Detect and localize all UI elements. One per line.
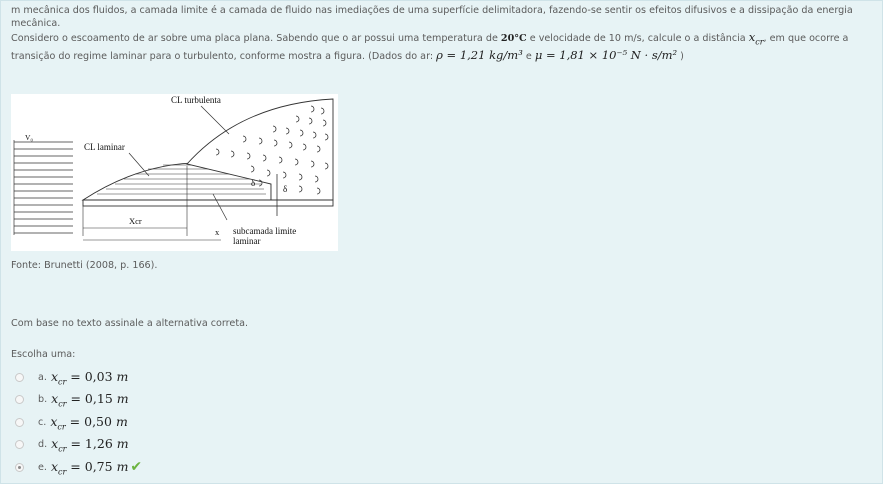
question-intro: m mecânica dos fluidos, a camada limite é a camada de fluido nas imediações de uma superfície delimitadora, fazendo-se sentir os efeitos difusivos e a dissipação da energia mecânica. (11, 5, 853, 29)
question-body-part: ) (677, 50, 684, 62)
velocity-arrows (14, 142, 73, 233)
option-b[interactable] (11, 389, 142, 412)
option-unit: m (116, 368, 129, 384)
choose-label: Escolha uma: (11, 349, 76, 360)
option-letter: b. (38, 394, 48, 406)
option-symbol: x (51, 436, 59, 451)
option-value (51, 369, 128, 387)
option-unit: m (115, 413, 128, 429)
mu-value: μ = 1,81 × 10⁻⁵ N · s/m² (534, 47, 678, 62)
xcr-symbol: $x_{cr}$ (748, 29, 764, 46)
label-laminar: CL laminar (84, 142, 125, 152)
option-number: = 0,75 (66, 458, 117, 474)
option-c[interactable] (11, 411, 142, 434)
radio-button[interactable] (15, 440, 24, 449)
turbulent-pointer (201, 106, 229, 134)
option-letter: c. (38, 416, 47, 428)
option-value (51, 436, 128, 454)
flat-plate (83, 200, 333, 206)
correct-check-icon: ✔ (130, 459, 143, 476)
option-unit: m (116, 391, 129, 406)
option-symbol: x (50, 413, 58, 429)
option-symbol: x (50, 368, 58, 384)
boundary-layer-diagram (11, 94, 338, 251)
option-unit: m (116, 458, 129, 474)
option-value (50, 414, 127, 432)
option-symbol-subscript: cr (57, 422, 66, 431)
option-unit: m (116, 436, 129, 451)
delta-label-2: δ (283, 184, 288, 194)
question-body (11, 31, 873, 64)
rho-value: ρ = 1,21 kg/m³ (436, 47, 523, 62)
option-value (51, 391, 128, 409)
boundary-layer-figure (11, 94, 338, 251)
label-sublayer-2: laminar (233, 236, 261, 246)
option-e[interactable] (11, 456, 142, 479)
question-body-part: e (522, 50, 535, 62)
option-symbol-subscript: cr (58, 399, 67, 409)
option-symbol-subscript: cr (58, 444, 67, 454)
option-symbol: x (51, 391, 59, 406)
label-sublayer-1: subcamada limite (233, 226, 297, 236)
option-number: = 0,03 (66, 368, 117, 384)
radio-button[interactable] (15, 395, 24, 404)
option-symbol-subscript: cr (58, 467, 67, 476)
option-number: = 0,15 (66, 391, 117, 406)
option-symbol-subscript: cr (58, 377, 67, 386)
question-body-part: Considero o escoamento de ar sobre uma placa plana. Sabendo que o ar possui uma temperatura de (11, 32, 501, 44)
option-number: = 1,26 (66, 436, 117, 451)
option-symbol: x (50, 458, 59, 474)
option-d[interactable] (11, 434, 142, 457)
option-a[interactable] (11, 366, 142, 389)
question-body-part: e velocidade de 10 m/s, calcule o a distância (526, 32, 749, 44)
label-turbulent: CL turbulenta (171, 95, 221, 105)
option-letter: e. (38, 461, 47, 473)
option-number: = 0,50 (65, 413, 116, 429)
option-letter: d. (38, 439, 48, 451)
radio-button[interactable] (15, 373, 24, 382)
instruction-text: Com base no texto assinale a alternativa correta. (11, 318, 249, 329)
radio-button[interactable] (15, 418, 24, 427)
delta-label-1: δ (251, 178, 256, 188)
question-body-part: , em que ocorre a transição do regime laminar para o turbulento, conforme mostra a figura. (Dados do ar: (11, 32, 849, 62)
temperature-value: 20°C (500, 32, 527, 44)
radio-button[interactable] (15, 463, 24, 472)
label-xcr: Xcr (129, 216, 142, 226)
option-value (51, 459, 128, 477)
label-v0: V₀ (25, 133, 34, 142)
question-text (11, 5, 873, 63)
label-x: x (215, 227, 220, 237)
option-letter: a. (38, 371, 47, 383)
answer-options (11, 366, 142, 479)
figure-source: Fonte: Brunetti (2008, p. 166). (11, 260, 158, 271)
